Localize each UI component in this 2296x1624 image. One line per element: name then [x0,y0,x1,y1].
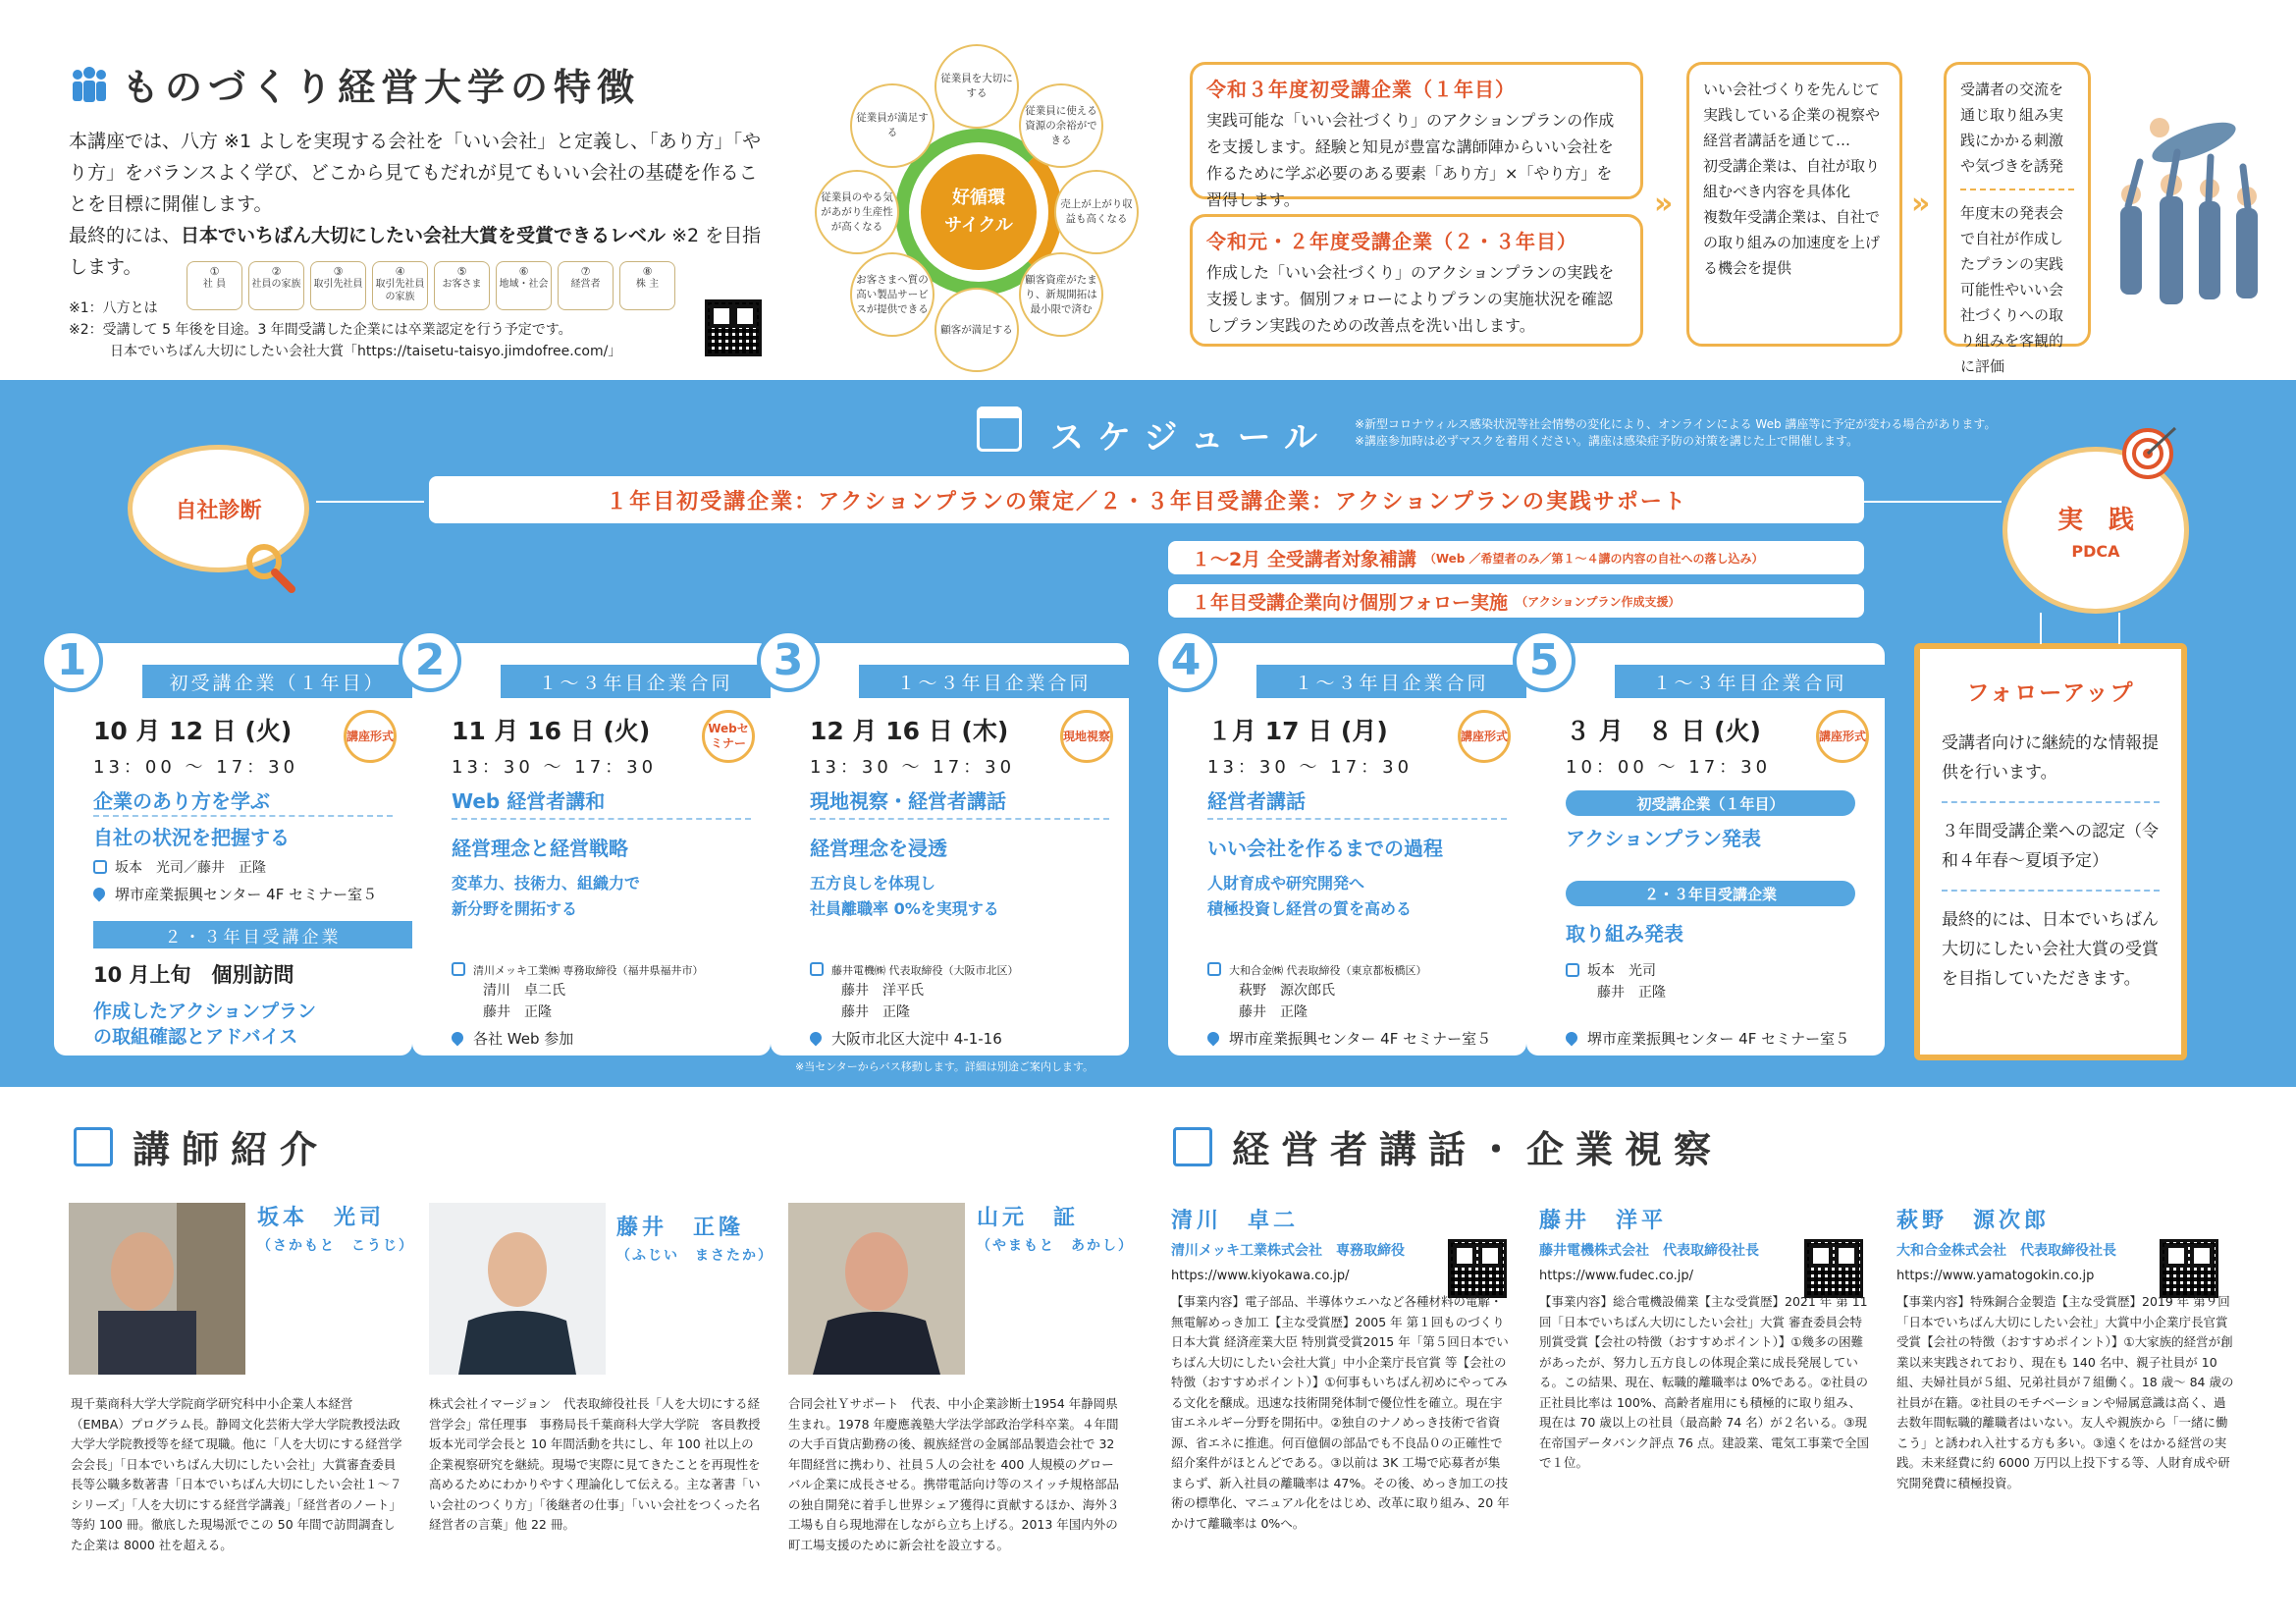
session-subheader: ２・３年目受講企業 [93,921,412,948]
session-location: 堺市産業振興センター 4F セミナー室５ [1207,1028,1491,1049]
ceo-name: 萩野 源次郎 [1896,1209,2051,1233]
ceo-description: 【事業内容】特殊銅合金製造【主な受賞歴】2019 年 第９回「日本でいちばん大切にしたい会社」大賞中小企業庁長官賞受賞【会社の特徴（おすすめポイント）】①大家族的経営が創業以来実践されており、現在も 140 名中、親子社員が 10 組、夫婦社員が５組、兄弟社員が７組働く。18 歳〜 84 歳の社員が在籍。②社員のモチベーションや帰属意識は高く、過去数年間転職的離職者はいない。友人や親族から「一緒に働こう」と誘われ入社する方も多い。③遠くをはかる経営の実践。未来経費に約 6000 万円以上投下する等、人財育成や研究開発費に積極投資。 [1896,1294,2234,1490]
r3-box [1190,62,1643,209]
session-time: 13：30 〜 17：30 [452,757,658,778]
session-topic-2: 経営理念と経営戦略 [452,837,628,860]
ceo-company-url[interactable]: https://www.fudec.co.jp/ [1539,1269,1694,1283]
session-card-5 [1526,635,1885,1056]
session-speaker: 萩野 源次郎氏 [1239,983,1335,999]
schedule-notes: ※新型コロナウィルス感染状況等社会情勢の変化により、オンラインによる Web 講座等に予定が変わる場合があります。 ※講座参加時は必ずマスクを着用ください。講座は感染症予防の対策を講じた上で開催します。 [1355,417,1997,448]
session-date-2: 10 月上旬 個別訪問 [93,963,294,987]
session-number: 1 [40,629,103,692]
divider [810,818,1109,820]
mid-box [1686,62,1902,347]
schedule-footnote: ※当センターからバス移動します。詳細は別途ご案内します。 [795,1060,1095,1073]
divider [93,815,393,817]
note-2: ※2：受講して 5 年後を目途。3 年間受講した企業には卒業認定を行う予定です。 [69,322,572,338]
r2-title: 令和元・２年度受講企業（２・３年目） [1206,230,1577,253]
right-text-b: 年度末の発表会で自社が作成したプランの実践可能性やいい会社づくりへの取り組みを客観的に評価 [1960,204,2064,375]
virtuous-cycle-diagram [815,44,1139,358]
people-icon [69,65,110,106]
ceo-description: 【事業内容】総合電機設備業【主な受賞歴】2021 年 第 11 回「日本でいちばん大切にしたい会社」大賞 審査委員会特別賞受賞【会社の特徴（おすすめポイント）】①幾多の困難があったが、努力し五方良しの体現企業に成長発展している。この結果、現在、転職的離職率は 0%である。②社員の正社員比率は 100%、高齢者雇用にも積極的に取り組み、現在は 70 歳以上の社員（最高齢 74 名）が２名いる。③現在帝国データバンク評点 76 点。建設業、電気工事業で全国で１位。 [1539,1294,1869,1470]
celebrating-people-illustration [2101,98,2277,334]
session-card-3 [771,635,1129,1056]
session-detail: 人財育成や研究開発へ [1207,874,1365,893]
cycle-item: 従業員に使える資源の余裕ができる [1019,83,1103,168]
practice-pdca-bubble: 実 践 PDCA [2002,447,2189,614]
cycle-item: 売上が上がり収益も高くなる [1054,170,1139,254]
session-detail-2: 新分野を開拓する [452,899,578,918]
lane-supplementary: １〜2月 全受講者対象補講 （Web ／希望者のみ／第１〜４講の内容の自社への落し込み） [1168,541,1864,574]
stakeholder-box: ⑦ 経営者 [558,261,614,310]
r2-text: 作成した「いい会社づくり」のアクションプランの実践を支援します。個別フォローによりプランの実施状況を確認しプラン実践のための改善点を洗い出します。 [1206,263,1615,335]
session-topic: 現地視察・経営者講話 [810,789,1006,813]
session-number: 3 [757,629,820,692]
session-card-1 [54,635,412,1056]
flow-arrow [316,501,424,503]
features-paragraph-1: 本講座では、八方 ※1 よしを実現する会社を「いい会社」と定義し、「あり方」「やり方」をバランスよく学び、どこから見てもだれが見てもいい会社の基礎を作ることを目標に開催します。 [69,131,762,215]
photo-fujii [429,1203,606,1375]
session-date: １月 17 日 (月) [1207,717,1388,745]
session-lecturer: 藤井 正隆 [1597,985,1666,1001]
chevron-right-icon: » [1654,187,1674,221]
lecturer-icon [810,962,824,976]
ceo-company-url[interactable]: https://www.kiyokawa.co.jp/ [1171,1269,1350,1283]
session-topic-3: 作成したアクションプラン [93,1001,317,1022]
lane-main: １年目初受講企業：アクションプランの策定／２・３年目受講企業：アクションプランの実践サポート [429,476,1864,523]
session-speaker-org: 大和合金㈱ 代表取締役（東京都板橋区） [1207,962,1427,979]
divider [452,818,751,820]
mid-text-c: 複数年受講企業は、自社での取り組みの加速度を上げる機会を提供 [1703,208,1881,277]
follow-up-text-3: 最終的には、日本でいちばん大切にしたい会社大賞の受賞を目指していただきます。 [1942,910,2159,989]
divider [1942,801,2160,803]
cycle-item: 顧客資産がたまり、新規開拓は最小限で済む [1019,252,1103,337]
stakeholder-box: ⑥ 地域・社会 [496,261,552,310]
session-location: 大阪市北区大淀中 4-1-16 [810,1028,1002,1049]
instructor-kana: （ふじい まさたか） [616,1248,774,1264]
stakeholder-box: ⑧ 株 主 [619,261,675,310]
session-topic: 企業のあり方を学ぶ [93,789,270,813]
qr-code-kiyokawa [1448,1239,1507,1298]
session-lecturer: 藤井 正隆 [841,1004,910,1020]
qr-code-taisyo [705,299,762,356]
r3-text: 実践可能な「いい会社づくり」のアクションプランの作成を支援します。経験と知見が豊富な講師陣からいい会社を作るために学ぶ必要のある要素「あり方」×「やり方」を習得します。 [1206,111,1615,209]
divider [1942,890,2160,892]
session-date: 12 月 16 日 (木) [810,717,1009,745]
lecturer-icon [1207,962,1221,976]
session-location: 各社 Web 参加 [452,1028,573,1049]
right-text-a: 受講者の交流を通じ取り組み実践にかかる刺激や気づきを誘発 [1960,81,2064,175]
stakeholder-box: ① 社 員 [187,261,242,310]
follow-up-text-2: ３年間受講企業への認定（令和４年春〜夏頃予定） [1942,822,2159,871]
features-notes [69,298,775,362]
cycle-item: お客さまへ質の高い製品サービスが提供できる [850,252,934,337]
features-body [69,126,775,283]
session-time: 13：00 〜 17：30 [93,757,299,778]
session-lecturers: 坂本 光司 [1566,960,1656,982]
follow-up-box [1914,643,2187,1060]
ceo-company-url[interactable]: https://www.yamatogokin.co.jp [1896,1269,2095,1283]
ceo-description: 【事業内容】電子部品、半導体ウエハなど各種材料の電解・無電解めっき加工【主な受賞歴】2005 年 第１回ものづくり日本大賞 経済産業大臣 特別賞受賞2015 年「第５回日本でいちばん大切にしたい会社大賞」中小企業庁長官賞 等【会社の特徴（おすすめポイント）】①何事もいちばん初めにやってみる文化を醸成。迅速な技術開発体制で優位性を確立。現在宇宙エネルギー分野を開拓中。②独自のナノめっき技術で省資源、省エネに推進。何百億個の部品でも不良品０の正確性で紹介案件がほとんどである。③以前は 3K 工場で応募者が集まらず、新入社員の離職率は 47%。その後、めっき加工の技術の標準化、マニュアル化をはじめ、改革に取り組み、20 年かけて離職率は 0%へ。 [1171,1294,1510,1531]
divider [1960,189,2074,190]
instructors-title: 講師紹介 [74,1119,329,1173]
session-time: 13：30 〜 17：30 [1207,757,1414,778]
session-time: 13：30 〜 17：30 [810,757,1016,778]
location-pin-icon [1205,1030,1222,1047]
cycle-center: 好循環 サイクル [921,154,1037,270]
ceo-company: 清川メッキ工業株式会社 専務取締役 [1171,1243,1405,1259]
session-speaker-org: 藤井電機㈱ 代表取締役（大阪市北区） [810,962,1019,979]
session-header: １〜３年目企業合同 [501,665,771,698]
qr-code-yamatogokin [2160,1239,2218,1298]
session-number: 5 [1513,629,1575,692]
photo-sakamoto [69,1203,245,1375]
features-title-text: ものづくり経営大学の特徴 [122,66,641,109]
session-date: 11 月 16 日 (火) [452,717,651,745]
session-topic-2: いい会社を作るまでの過程 [1207,837,1443,860]
session-number: 2 [399,629,461,692]
session-speaker: 藤井 洋平氏 [841,983,924,999]
divider [1207,818,1507,820]
session-speaker-org: 清川メッキ工業㈱ 専務取締役（福井県福井市） [452,962,704,979]
cycle-item: 従業員が満足する [850,83,934,168]
schedule-title: スケジュール [1050,418,1331,458]
magnifier-icon [240,538,299,597]
session-speaker: 清川 卓二氏 [483,983,565,999]
photo-yamamoto [788,1203,965,1375]
session-header: １〜３年目企業合同 [859,665,1129,698]
session-location: 堺市産業振興センター 4F セミナー室５ [1566,1028,1849,1049]
session-format-badge: 現地視察 [1060,710,1113,763]
instructor-kana: （やまもと あかし） [977,1238,1134,1254]
location-pin-icon [808,1030,825,1047]
ceo-name: 清川 卓二 [1171,1209,1300,1233]
ceo-company: 大和合金株式会社 代表取締役社長 [1896,1243,2116,1259]
instructor-name: 山元 証 [977,1206,1080,1230]
lecture-board-icon [74,1127,113,1166]
session-group-pill: ２・３年目受講企業 [1566,881,1855,906]
right-box [1944,62,2091,375]
session-number: 4 [1154,629,1217,692]
calendar-icon [977,406,1022,452]
instructor-bio: 合同会社Ｙサポート 代表、中小企業診断士1954 年静岡県生まれ。1978 年慶應義塾大学法学部政治学科卒業。４年間の大手百貨店勤務の後、親族経営の金属部品製造会社で 32 年間経営に携わり、社員５人の会社を 400 人規模のグローバル企業に成長させる。携帯電話向け等のスイッチ規格部品の独自開発に着手し世界シェア獲得に貢献するほか、海外３工場も自ら現地滞在しながら立ち上げる。2013 年国内外の町工場支援のために新会社を設立する。 [788,1396,1120,1552]
session-detail-2: 積極投資し経営の質を高める [1207,899,1413,918]
session-group-pill: 初受講企業（１年目） [1566,790,1855,816]
lecturer-icon [1566,963,1579,977]
session-format-badge: Webセミナー [702,710,755,763]
session-topic-2: 経営理念を浸透 [810,837,947,860]
lecturer-icon [452,962,465,976]
stakeholder-box: ③ 取引先社員 [310,261,366,310]
session-topic-2: 取り組み発表 [1566,922,1683,946]
lecturer-icon [93,860,107,874]
r2-box [1190,214,1643,347]
cycle-item: 顧客が満足する [934,288,1019,372]
session-lecturer: 藤井 正隆 [483,1004,552,1020]
stakeholder-box: ④ 取引先社員の家族 [372,261,428,310]
mid-text-a: いい会社づくりを先んじて実践している企業の視察や経営者講話を通じて… [1703,81,1881,149]
cycle-item: 従業員を大切にする [934,44,1019,129]
lecture-board-icon [1173,1127,1212,1166]
qr-code-fudec [1804,1239,1863,1298]
session-header: １〜３年目企業合同 [1615,665,1885,698]
features-paragraph-2: 最終的には、日本でいちばん大切にしたい会社大賞を受賞できるレベル ※2 を目指します。 [69,225,762,278]
stakeholder-box: ⑤ お客さま [434,261,490,310]
flow-arrow [2040,613,2042,644]
cycle-item: 従業員のやる気があがり生産性が高くなる [815,170,899,254]
session-card-4 [1168,635,1526,1056]
instructor-name: 藤井 正隆 [616,1216,745,1240]
instructor-bio: 株式会社イマージョン 代表取締役社長「人を大切にする経営学会」常任理事 事務局長千葉商科大学大学院 客員教授坂本光司学会長と 10 年間活動を共にし、年 100 社以上の企業視察研究を継続。現場で実際に見てきたことを再現性を高めるためにわかりやすく理論化して伝える。主な著書「いい会社のつくり方」「後継者の仕事」「いい会社をつくった名経営者の言葉」他 22 冊。 [429,1396,761,1532]
session-format-badge: 講座形式 [1458,710,1511,763]
self-diagnosis-bubble: 自社診断 [128,445,309,572]
lane-individual-follow: １年目受講企業向け個別フォロー実施 （アクションプラン作成支援） [1168,584,1864,618]
mid-text-b: 初受講企業は、自社が取り組むべき内容を具体化 [1703,157,1881,200]
ceo-company: 藤井電機株式会社 代表取締役社長 [1539,1243,1759,1259]
stakeholder-box: ② 社員の家族 [248,261,304,310]
session-topic-2: 自社の状況を把握する [93,826,290,849]
target-icon [2120,422,2179,481]
session-detail-2: 社員離職率 0%を実現する [810,899,999,918]
flow-arrow [1864,501,2002,503]
session-date: 10 月 12 日 (火) [93,717,293,745]
session-detail: 変革力、技術力、組織力で [452,874,641,893]
location-pin-icon [450,1030,466,1047]
session-header: １〜３年目企業合同 [1256,665,1526,698]
location-pin-icon [91,886,108,902]
r3-title: 令和３年度初受講企業（１年目） [1206,78,1516,101]
session-format-badge: 講座形式 [344,710,397,763]
session-header: 初受講企業（１年目） [142,665,412,698]
session-time: 10：00 〜 17：30 [1566,757,1772,778]
session-topic: Web 経営者講和 [452,789,606,813]
follow-up-text-1: 受講者向けに継続的な情報提供を行います。 [1942,733,2159,783]
location-pin-icon [1564,1030,1580,1047]
session-detail: 五方良しを体現し [810,874,936,893]
features-title [69,57,640,111]
session-location: 堺市産業振興センター 4F セミナー室５ [93,884,377,904]
session-lecturers: 坂本 光司／藤井 正隆 [93,857,266,879]
note-1: ※1：八方とは [69,300,158,316]
session-card-2 [412,635,771,1056]
note-3: 日本でいちばん大切にしたい会社大賞「https://taisetu-taisyo.jimdofree.com/」 [110,344,622,359]
instructor-name: 坂本 光司 [257,1206,386,1230]
ceo-name: 藤井 洋平 [1539,1209,1668,1233]
session-topic-3b: の取組確認とアドバイス [93,1026,298,1048]
session-format-badge: 講座形式 [1816,710,1869,763]
chevron-right-icon: » [1911,187,1931,221]
session-topic: 経営者講話 [1207,789,1306,813]
flow-arrow [2118,613,2120,644]
ceo-talks-title: 経営者講話・企業視察 [1173,1119,1723,1173]
instructor-kana: （さかもと こうじ） [257,1238,414,1254]
session-date: ３ 月 ８ 日 (火) [1566,717,1761,745]
session-lecturer: 藤井 正隆 [1239,1004,1308,1020]
session-topic: アクションプラン発表 [1566,827,1761,850]
follow-up-title: フォローアップ [1966,680,2135,706]
instructor-bio: 現千葉商科大学大学院商学研究科中小企業人本経営（EMBA）プログラム長。静岡文化芸術大学大学院教授法政大学大学院教授等を経て現職。他に「人を大切にする経営学会会長」「日本でいちばん大切にしたい会社」大賞審査委員長等公職多数著書「日本でいちばん大切にしたい会社１〜７シリーズ」「人を大切にする経営学講義」「経営者のノート」等約 100 冊。徹底した現場派でこの 50 年間で訪問調査した企業は 8000 社を超える。 [71,1396,402,1552]
